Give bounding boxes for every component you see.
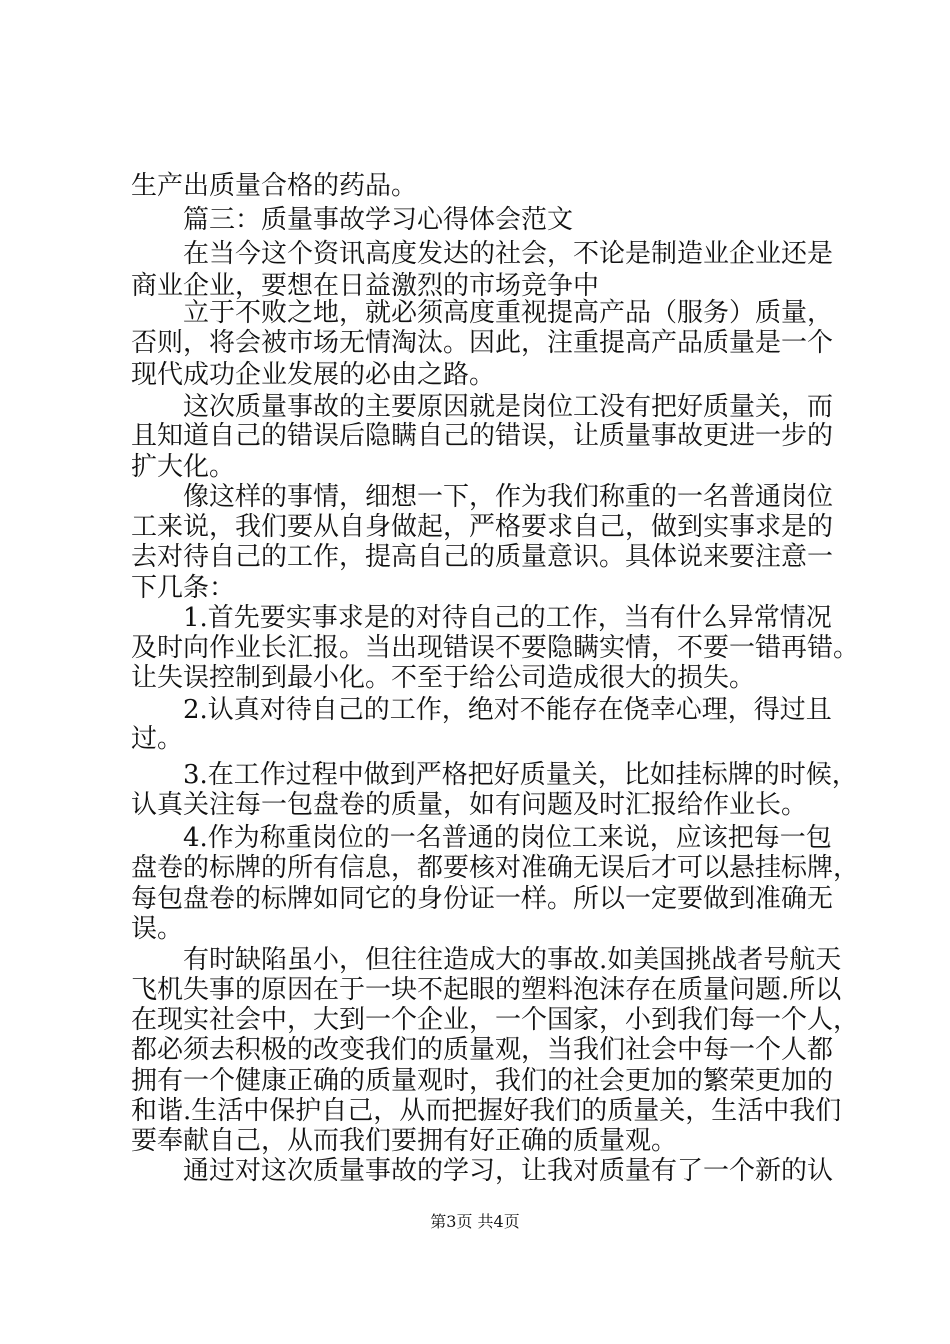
text-line: 都必须去积极的改变我们的质量观，当我们社会中每一个人都	[131, 1035, 834, 1065]
text-line: 在当今这个资讯高度发达的社会，不论是制造业企业还是	[131, 239, 834, 269]
text-line: 通过对这次质量事故的学习，让我对质量有了一个新的认	[131, 1156, 834, 1186]
text-line: 有时缺陷虽小，但往往造成大的事故.如美国挑战者号航天	[131, 945, 842, 975]
text-line: 认真关注每一包盘卷的质量，如有问题及时汇报给作业长。	[131, 790, 808, 820]
text-line: 飞机失事的原因在于一块不起眼的塑料泡沫存在质量问题.所以	[131, 975, 842, 1005]
text-line: 商业企业，要想在日益激烈的市场竞争中	[131, 271, 600, 301]
text-line: 去对待自己的工作，提高自己的质量意识。具体说来要注意一	[131, 542, 834, 572]
text-line: 扩大化。	[131, 452, 236, 482]
text-line: 要奉献自己，从而我们要拥有好正确的质量观。	[131, 1126, 678, 1156]
text-line: 篇三：质量事故学习心得体会范文	[131, 205, 574, 235]
text-line: 拥有一个健康正确的质量观时，我们的社会更加的繁荣更加的	[131, 1066, 834, 1096]
text-line: 否则，将会被市场无情淘汰。因此，注重提高产品质量是一个	[131, 328, 834, 358]
text-line: 让失误控制到最小化。不至于给公司造成很大的损失。	[131, 663, 756, 693]
text-line: 误。	[131, 914, 184, 944]
text-line: 每包盘卷的标牌如同它的身份证一样。所以一定要做到准确无	[131, 884, 834, 914]
text-line: 现代成功企业发展的必由之路。	[131, 360, 496, 390]
text-line: 3.在工作过程中做到严格把好质量关，比如挂标牌的时候，	[131, 760, 858, 790]
text-line: 盘卷的标牌的所有信息，都要核对准确无误后才可以悬挂标牌，	[131, 853, 860, 883]
text-line: 及时向作业长汇报。当出现错误不要隐瞒实情，不要一错再错。	[131, 633, 860, 663]
text-line: 生产出质量合格的药品。	[131, 171, 418, 201]
text-line: 像这样的事情，细想一下，作为我们称重的一名普通岗位	[131, 482, 834, 512]
text-line: 下几条：	[131, 573, 236, 603]
text-line: 在现实社会中，大到一个企业，一个国家，小到我们每一个人，	[131, 1005, 860, 1035]
text-line: 2.认真对待自己的工作，绝对不能存在侥幸心理，得过且	[131, 695, 832, 725]
text-line: 4.作为称重岗位的一名普通的岗位工来说，应该把每一包	[131, 823, 832, 853]
text-line: 和谐.生活中保护自己，从而把握好我们的质量关，生活中我们	[131, 1096, 842, 1126]
text-line: 且知道自己的错误后隐瞒自己的错误，让质量事故更进一步的	[131, 421, 834, 451]
text-line: 立于不败之地，就必须高度重视提高产品（服务）质量，	[131, 298, 834, 328]
text-line: 工来说，我们要从自身做起，严格要求自己，做到实事求是的	[131, 512, 834, 542]
text-line: 过。	[131, 724, 184, 754]
page-number-footer: 第3页 共4页	[430, 1212, 520, 1231]
text-line: 这次质量事故的主要原因就是岗位工没有把好质量关，而	[131, 392, 834, 422]
text-line: 1.首先要实事求是的对待自己的工作，当有什么异常情况	[131, 603, 832, 633]
